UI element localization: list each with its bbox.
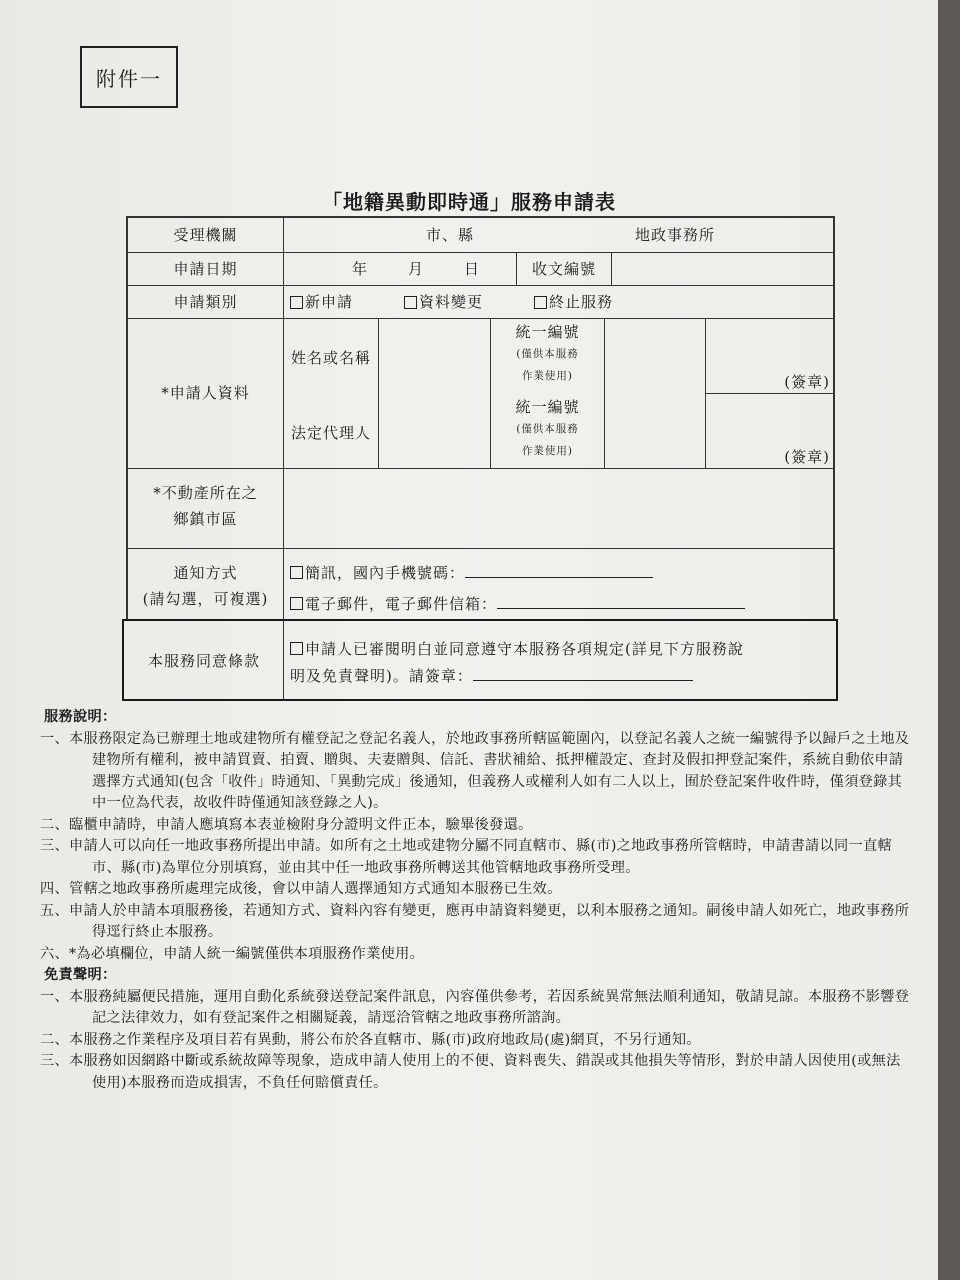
phone-number-field[interactable] bbox=[465, 563, 653, 578]
service-item: 六、*為必填欄位，申請人統一編號僅供本項服務作業使用。 bbox=[40, 945, 425, 962]
service-item: 四、管轄之地政事務所處理完成後，會以申請人選擇通知方式通知本服務已生效。 bbox=[40, 881, 562, 897]
representative-uid-field[interactable] bbox=[605, 394, 705, 468]
type-label: 申請類別 bbox=[173, 292, 238, 311]
attachment-label: 附件一 bbox=[96, 66, 162, 91]
representative-seal-field[interactable]: (簽章) bbox=[784, 447, 830, 466]
date-day-field[interactable]: 日 bbox=[463, 259, 480, 278]
disclaimer-item: 一、本服務純屬便民措施，運用自動化系統發送登記案件訊息，內容僅供參考，若因系統異常無法順利通知，敬請見諒。本服務不影響登記之法律效力，如有登記案件之相關疑義，請逕洽管轄之地政事務所諮詢。 bbox=[40, 988, 910, 1026]
email-address-field[interactable] bbox=[497, 594, 745, 609]
service-notes bbox=[40, 707, 910, 1094]
date-month-field[interactable]: 月 bbox=[407, 259, 424, 278]
uid-note: 作業使用) bbox=[521, 370, 574, 382]
consent-signature-field[interactable] bbox=[473, 666, 693, 681]
receipt-number-label: 收文編號 bbox=[531, 259, 596, 278]
disclaimer-item: 二、本服務之作業程序及項目若有異動，將公布於各直轄市、縣(市)政府地政局(處)網頁，不另行通知。 bbox=[40, 1031, 701, 1048]
agency-office-field[interactable]: 地政事務所 bbox=[634, 225, 715, 244]
uid-note: 作業使用) bbox=[521, 445, 574, 457]
agency-city-field[interactable]: 市、縣 bbox=[425, 225, 474, 244]
notify-sms-option[interactable]: 簡訊，國內手機號碼： bbox=[290, 562, 810, 583]
applicant-label: *申請人資料 bbox=[161, 384, 250, 403]
applicant-name-field[interactable] bbox=[379, 319, 490, 468]
receipt-number-field[interactable] bbox=[612, 253, 833, 285]
agency-label: 受理機關 bbox=[173, 225, 238, 244]
checkbox-icon[interactable] bbox=[290, 296, 303, 309]
property-label: *不動產所在之 鄉鎮市區 bbox=[153, 484, 258, 528]
type-change-checkbox[interactable]: 資料變更 bbox=[404, 286, 524, 318]
consent-label: 本服務同意條款 bbox=[147, 651, 260, 670]
date-year-field[interactable]: 年 bbox=[351, 259, 368, 278]
checkbox-icon[interactable] bbox=[290, 597, 303, 610]
consent-option[interactable]: 申請人已審閱明白並同意遵守本服務各項規定(詳見下方服務說 明及免責聲明)。請簽章： bbox=[290, 640, 744, 685]
representative-label: 法定代理人 bbox=[290, 423, 371, 442]
service-item: 五、申請人於申請本項服務後，若通知方式、資料內容有變更，應再申請資料變更，以利本服務之通知。嗣後申請人如死亡，地政事務所得逕行終止本服務。 bbox=[40, 902, 910, 940]
name-label: 姓名或名稱 bbox=[290, 348, 371, 367]
notify-label: 通知方式 (請勾選，可複選) bbox=[142, 564, 269, 608]
checkbox-icon[interactable] bbox=[290, 566, 303, 579]
service-item: 二、臨櫃申請時，申請人應填寫本表並檢附身分證明文件正本，驗畢後發還。 bbox=[40, 816, 533, 833]
checkbox-icon[interactable] bbox=[404, 296, 417, 309]
date-label: 申請日期 bbox=[173, 259, 238, 278]
service-item: 一、本服務限定為已辦理土地或建物所有權登記之登記名義人，於地政事務所轄區範圍內，以登記名義人之統一編號得予以歸戶之土地及建物所有權利，被申請買賣、拍賣、贈與、夫妻贈與、信託、書狀補給、抵押權設定、查封及假扣押登記案件，系統自動依申請選擇方式通知(包含「收件」時通知、「異動完成」後通知，但義務人或權利人如有二人以上，囿於登記案件收件時，僅須登錄其中一位為代表，故收件時僅通知該登錄之人)。 bbox=[40, 730, 910, 811]
uid-note: (僅供本服務 bbox=[516, 423, 579, 435]
uid-note: (僅供本服務 bbox=[516, 348, 579, 360]
uid-block-applicant bbox=[491, 321, 604, 393]
notify-email-option[interactable]: 電子郵件，電子郵件信箱： bbox=[290, 593, 820, 614]
form-title: 「地籍異動即時通」服務申請表 bbox=[322, 190, 616, 214]
attachment-box bbox=[80, 46, 178, 108]
checkbox-icon[interactable] bbox=[290, 642, 303, 655]
uid-block-representative bbox=[491, 396, 604, 468]
applicant-uid-field[interactable] bbox=[605, 319, 705, 393]
type-terminate-checkbox[interactable]: 終止服務 bbox=[534, 286, 654, 318]
disclaimer-heading: 免責聲明： bbox=[44, 967, 117, 983]
applicant-seal-field[interactable]: (簽章) bbox=[784, 372, 830, 391]
service-item: 三、申請人可以向任一地政事務所提出申請。如所有之土地或建物分屬不同直轄市、縣(市)之地政事務所管轄時，申請書請以同一直轄市、縣(市)為單位分別填寫，並由其中任一地政事務所轉送其他管轄地政事務所受理。 bbox=[40, 838, 892, 876]
service-heading: 服務說明： bbox=[44, 709, 117, 725]
uid-label: 統一編號 bbox=[515, 398, 580, 416]
type-new-checkbox[interactable]: 新申請 bbox=[290, 286, 390, 318]
checkbox-icon[interactable] bbox=[534, 296, 547, 309]
uid-label: 統一編號 bbox=[515, 323, 580, 341]
disclaimer-item: 三、本服務如因網路中斷或系統故障等現象，造成申請人使用上的不便、資料喪失、錯誤或其他損失等情形，對於申請人因使用(或無法使用)本服務而造成損害，不負任何賠償責任。 bbox=[40, 1053, 901, 1091]
property-district-field[interactable] bbox=[284, 469, 833, 548]
